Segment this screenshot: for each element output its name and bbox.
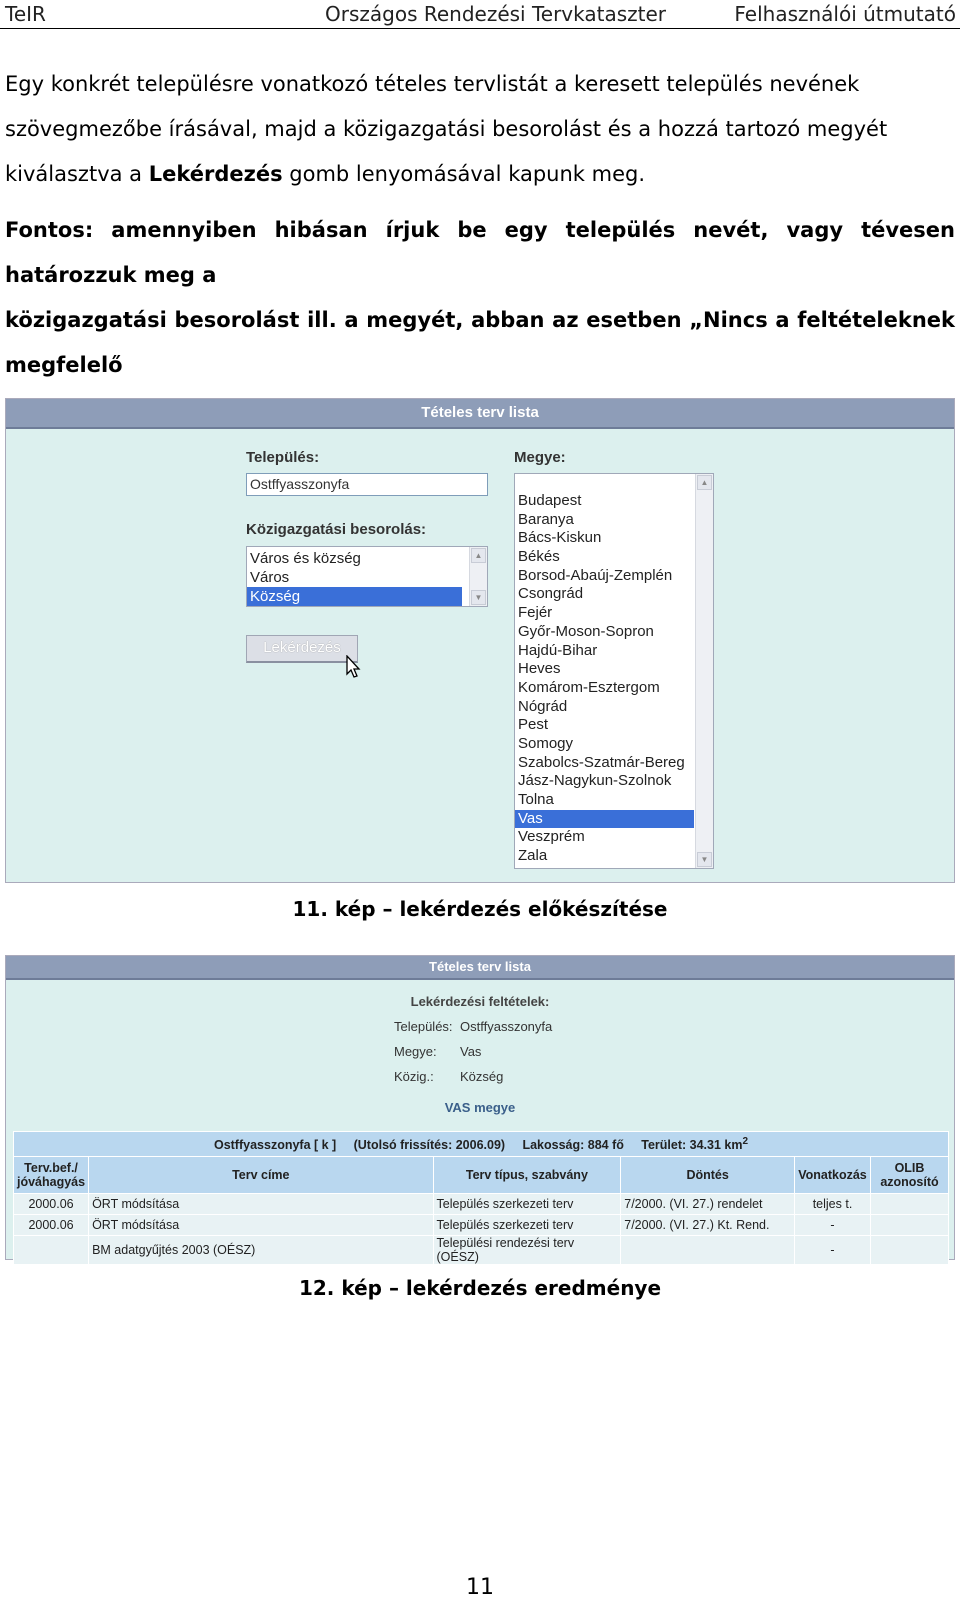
cell: [870, 1194, 948, 1215]
col-header: Terv.bef./ jóváhagyás: [14, 1157, 89, 1194]
megye-scrollbar[interactable]: [695, 474, 713, 868]
para2-line2: közigazgatási besorolást ill. a megyét, abban az esetben „Nincs a feltételeknek megfelelő: [5, 308, 955, 377]
summary-name: Ostffyasszonyfa [ k ]: [213, 1138, 337, 1153]
caption-figure-12: 12. kép – lekérdezés eredménye: [298, 1276, 662, 1300]
megye-option[interactable]: Csongrád: [518, 585, 584, 603]
megye-option[interactable]: Baranya: [518, 510, 574, 528]
megye-option[interactable]: Győr-Moson-Sopron: [518, 622, 654, 640]
result-table: [13, 1131, 949, 1265]
cell: [14, 1236, 89, 1265]
megye-listbox[interactable]: [514, 473, 714, 869]
para1-line2: szövegmezőbe írásával, majd a közigazgatási besorolást és a hozzá tartozó megyét: [5, 117, 888, 141]
cell: BM adatgyűjtés 2003 (OÉSZ): [89, 1236, 433, 1265]
megye-option[interactable]: Tolna: [518, 791, 554, 808]
kozig-option[interactable]: Város és község: [250, 550, 361, 567]
cond-kozig-label: Közig.:: [394, 1069, 434, 1084]
scroll-down-icon[interactable]: ▼: [697, 852, 712, 867]
megye-option[interactable]: Borsod-Abaúj-Zemplén: [518, 566, 673, 584]
para1-line3-pre: kiválasztva a: [5, 162, 149, 186]
scroll-down-icon[interactable]: ▼: [471, 590, 486, 605]
kozig-option[interactable]: Város: [250, 569, 290, 586]
header-right: Felhasználói útmutató: [734, 2, 956, 26]
caption-figure-11: 11. kép – lekérdezés előkészítése: [292, 897, 668, 921]
table-row: [14, 1215, 949, 1236]
cond-kozig-value: Község: [460, 1069, 504, 1084]
conditions-heading: Lekérdezési feltételek:: [410, 994, 550, 1009]
page-header: [0, 0, 960, 30]
megye-label: Megye:: [514, 449, 566, 466]
lekerdezes-button[interactable]: Lekérdezés: [246, 635, 358, 663]
col-header: Terv típus, szabvány: [433, 1157, 621, 1194]
header-left: TeIR: [5, 2, 46, 26]
cell: Települési rendezési terv (OÉSZ): [433, 1236, 621, 1265]
megye-option[interactable]: Nógrád: [518, 697, 568, 715]
summary-area: Terület: 34.31 km: [641, 1138, 743, 1153]
cell: ÖRT módsítása: [89, 1194, 433, 1215]
cell: [870, 1236, 948, 1265]
cell: Település szerkezeti terv: [433, 1215, 621, 1236]
cond-telepules-value: Ostffyasszonyfa: [460, 1019, 553, 1034]
megye-option[interactable]: Bács-Kiskun: [518, 529, 602, 547]
cell: 2000.06: [14, 1215, 89, 1236]
cell: 7/2000. (VI. 27.) Kt. Rend.: [621, 1215, 795, 1236]
megye-option[interactable]: Pest: [518, 716, 549, 734]
scroll-up-icon[interactable]: ▲: [471, 548, 486, 563]
megye-option[interactable]: Somogy: [518, 734, 574, 752]
para1-line1: Egy konkrét településre vonatkozó tételes tervlistát a keresett település nevének: [5, 72, 860, 96]
kozig-option[interactable]: Község: [247, 587, 462, 606]
cell: Település szerkezeti terv: [433, 1194, 621, 1215]
megye-option[interactable]: Vas: [515, 810, 694, 829]
result-title: Tételes terv lista: [6, 956, 954, 980]
header-divider: [0, 28, 960, 29]
table-header-row: [14, 1157, 949, 1194]
col-header: Terv címe: [89, 1157, 433, 1194]
megye-option[interactable]: Komárom-Esztergom: [518, 678, 660, 696]
megye-option[interactable]: Szabolcs-Szatmár-Bereg: [518, 753, 685, 771]
header-center: Országos Rendezési Tervkataszter: [325, 2, 667, 26]
kozig-listbox[interactable]: [246, 546, 488, 607]
megye-option[interactable]: Zala: [518, 847, 548, 865]
summary-row: [14, 1132, 949, 1157]
para1-line3-bold: Lekérdezés: [148, 162, 283, 186]
scroll-up-icon[interactable]: ▲: [697, 475, 712, 490]
col-header: Döntés: [621, 1157, 795, 1194]
telepules-input[interactable]: Ostffyasszonyfa: [246, 473, 488, 496]
para1-line3: [5, 152, 955, 197]
county-heading: VAS megye: [444, 1100, 516, 1115]
cell: 2000.06: [14, 1194, 89, 1215]
para2-line1: Fontos: amennyiben hibásan írjuk be egy település nevét, vagy tévesen határozzuk meg a: [5, 218, 955, 287]
cond-telepules-label: Település:: [394, 1019, 453, 1034]
megye-option[interactable]: Veszprém: [518, 828, 585, 846]
form-title: Tételes terv lista: [6, 399, 954, 429]
kozig-scrollbar[interactable]: [469, 547, 487, 606]
cell: ÖRT módsítása: [89, 1215, 433, 1236]
megye-option[interactable]: Budapest: [518, 492, 582, 509]
col-header: OLIB azonosító: [870, 1157, 948, 1194]
summary-population: Lakosság: 884 fő: [522, 1138, 624, 1153]
megye-option[interactable]: Békés: [518, 548, 560, 566]
megye-option[interactable]: Jász-Nagykun-Szolnok: [518, 772, 672, 790]
megye-option[interactable]: Hajdú-Bihar: [518, 641, 598, 659]
cell: -: [795, 1215, 871, 1236]
megye-option[interactable]: Fejér: [518, 604, 553, 622]
table-row: [14, 1194, 949, 1215]
cell: 7/2000. (VI. 27.) rendelet: [621, 1194, 795, 1215]
page-number: 11: [466, 1575, 494, 1600]
cell: -: [795, 1236, 871, 1265]
intro-paragraph: [5, 62, 955, 197]
query-form-screenshot: [5, 398, 955, 883]
query-result-screenshot: [5, 955, 955, 1264]
cell: teljes t.: [795, 1194, 871, 1215]
cell: [621, 1236, 795, 1265]
cell: [870, 1215, 948, 1236]
kozig-label: Közigazgatási besorolás:: [246, 521, 427, 538]
col-header: Vonatkozás: [795, 1157, 871, 1194]
summary-update: (Utolsó frissítés: 2006.09): [353, 1138, 506, 1153]
table-row: [14, 1236, 949, 1265]
megye-option[interactable]: Heves: [518, 660, 561, 678]
cond-megye-value: Vas: [460, 1044, 482, 1059]
telepules-label: Település:: [246, 449, 320, 466]
cond-megye-label: Megye:: [394, 1044, 437, 1059]
summary-area-sup: 2: [742, 1135, 749, 1147]
para1-line3-post: gomb lenyomásával kapunk meg.: [282, 162, 646, 186]
mouse-pointer-icon: [346, 655, 362, 679]
